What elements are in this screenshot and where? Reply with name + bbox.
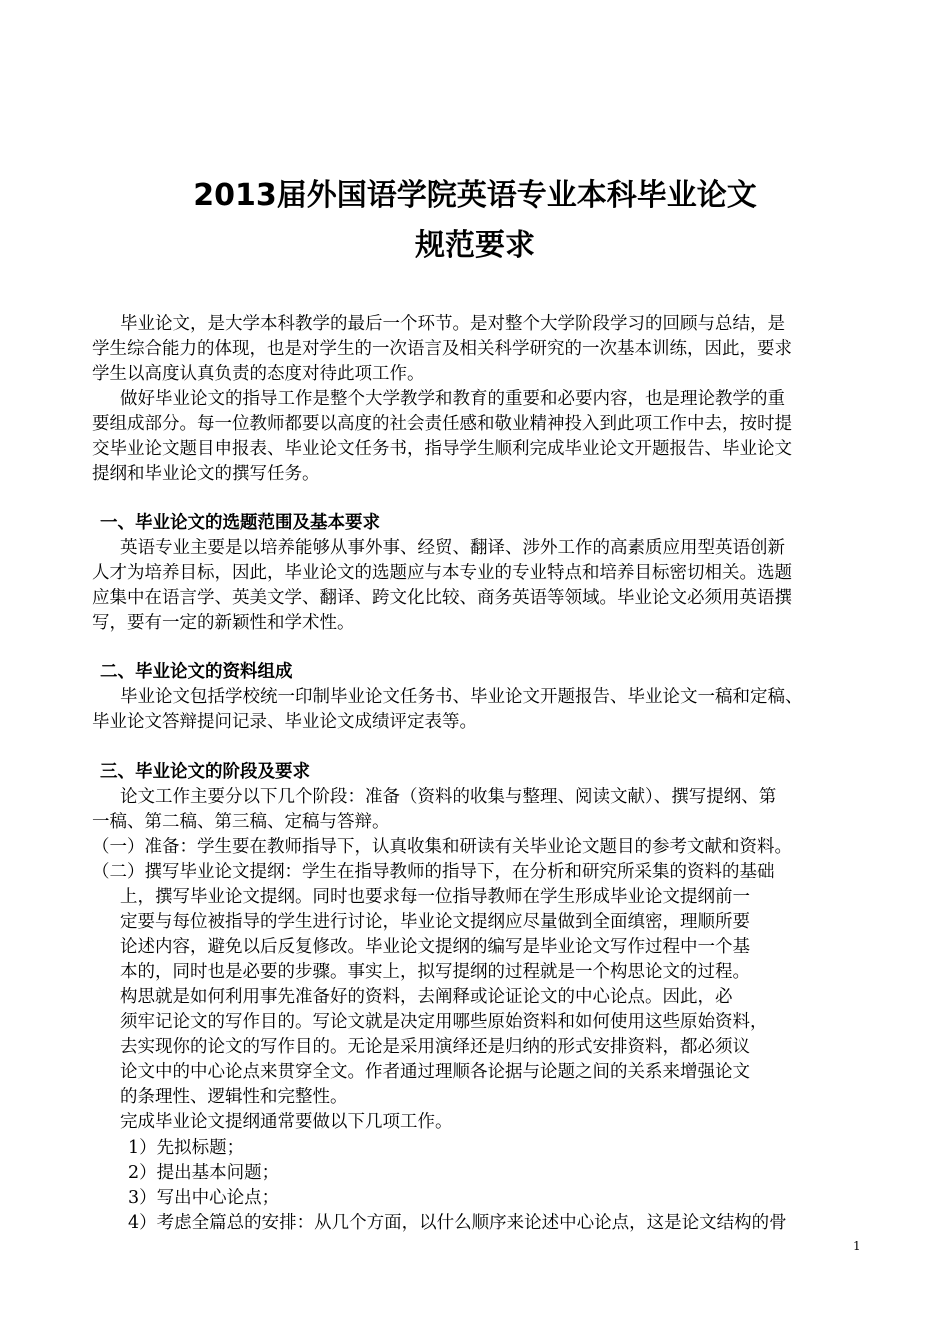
intro-line-7: 提纲和毕业论文的撰写任务。	[92, 464, 320, 484]
intro-line-5: 要组成部分。每一位教师都要以高度的社会责任感和敬业精神投入到此项工作中去，按时提	[92, 414, 792, 434]
section-3-line-2: 一稿、第二稿、第三稿、定稿与答辩。	[92, 812, 390, 832]
section-3-line-5: 上，撰写毕业论文提纲。同时也要求每一位指导教师在学生形成毕业论文提纲前一	[120, 887, 750, 907]
section-3-line-13: 的条理性、逻辑性和完整性。	[120, 1087, 348, 1107]
document-title-line-1: 2013届外国语学院英语专业本科毕业论文	[193, 178, 757, 213]
section-3-heading: 三、毕业论文的阶段及要求	[100, 762, 310, 782]
section-2-heading: 二、毕业论文的资料组成	[100, 662, 293, 682]
section-3-list-item-4: 4）考虑全篇总的安排：从几个方面，以什么顺序来论述中心论点，这是论文结构的骨	[128, 1213, 787, 1233]
intro-line-3: 学生以高度认真负责的态度对待此项工作。	[92, 364, 425, 384]
section-1-line-2: 人才为培养目标，因此，毕业论文的选题应与本专业的专业特点和培养目标密切相关。选题	[92, 563, 792, 583]
section-3-line-11: 去实现你的论文的写作目的。无论是采用演绎还是归纳的形式安排资料，都必须议	[120, 1037, 750, 1057]
section-3-line-7: 论述内容，避免以后反复修改。毕业论文提纲的编写是毕业论文写作过程中一个基	[120, 937, 750, 957]
document-title-line-2: 规范要求	[415, 228, 535, 263]
section-1-line-3: 应集中在语言学、英美文学、翻译、跨文化比较、商务英语等领域。毕业论文必须用英语撰	[92, 588, 792, 608]
section-3-line-12: 论文中的中心论点来贯穿全文。作者通过理顺各论据与论题之间的关系来增强论文	[120, 1062, 750, 1082]
intro-line-1: 毕业论文，是大学本科教学的最后一个环节。是对整个大学阶段学习的回顾与总结，是	[120, 314, 785, 334]
intro-line-2: 学生综合能力的体现，也是对学生的一次语言及相关科学研究的一次基本训练，因此，要求	[92, 339, 792, 359]
section-3-line-8: 本的，同时也是必要的步骤。事实上，拟写提纲的过程就是一个构思论文的过程。	[120, 962, 750, 982]
section-3-list-item-2: 2）提出基本问题；	[128, 1163, 280, 1183]
intro-line-4: 做好毕业论文的指导工作是整个大学教学和教育的重要和必要内容，也是理论教学的重	[120, 389, 785, 409]
intro-line-6: 交毕业论文题目申报表、毕业论文任务书，指导学生顺利完成毕业论文开题报告、毕业论文	[92, 439, 792, 459]
section-1-line-1: 英语专业主要是以培养能够从事外事、经贸、翻译、涉外工作的高素质应用型英语创新	[120, 538, 785, 558]
section-3-list-item-3: 3）写出中心论点；	[128, 1188, 280, 1208]
section-3-line-10: 须牢记论文的写作目的。写论文就是决定用哪些原始资料和如何使用这些原始资料，	[120, 1012, 768, 1032]
section-2-line-1: 毕业论文包括学校统一印制毕业论文任务书、毕业论文开题报告、毕业论文一稿和定稿、	[120, 687, 803, 707]
section-3-line-3: （一）准备：学生要在教师指导下，认真收集和研读有关毕业论文题目的参考文献和资料。	[92, 837, 792, 857]
section-3-list-item-1: 1）先拟标题；	[128, 1138, 245, 1158]
page-number: 1	[853, 1239, 861, 1253]
section-2-line-2: 毕业论文答辩提问记录、毕业论文成绩评定表等。	[92, 712, 477, 732]
section-3-line-4: （二）撰写毕业论文提纲：学生在指导教师的指导下，在分析和研究所采集的资料的基础	[92, 862, 775, 882]
section-3-line-1: 论文工作主要分以下几个阶段：准备（资料的收集与整理、阅读文献）、撰写提纲、第	[120, 787, 777, 807]
section-1-line-4: 写，要有一定的新颖性和学术性。	[92, 613, 355, 633]
section-1-heading: 一、毕业论文的选题范围及基本要求	[100, 513, 380, 533]
section-3-line-6: 定要与每位被指导的学生进行讨论，毕业论文提纲应尽量做到全面缜密，理顺所要	[120, 912, 750, 932]
section-3-line-9: 构思就是如何利用事先准备好的资料，去阐释或论证论文的中心论点。因此，必	[120, 987, 733, 1007]
section-3-line-14: 完成毕业论文提纲通常要做以下几项工作。	[120, 1112, 453, 1132]
